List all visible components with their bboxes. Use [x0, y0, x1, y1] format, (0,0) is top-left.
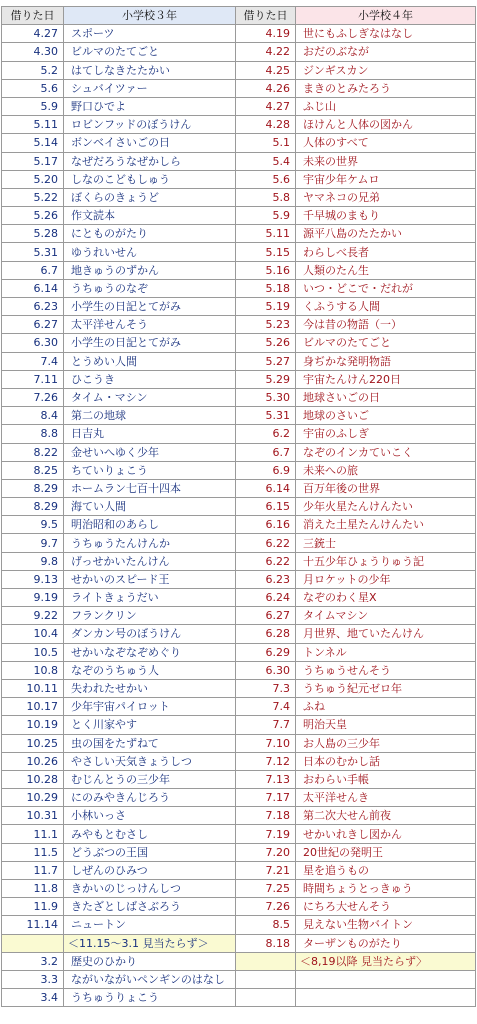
grade4-book-title: ビルマのたてごと — [296, 334, 476, 352]
table-row — [2, 807, 476, 825]
grade3-book-title: 野口ひでよ — [64, 97, 236, 115]
grade3-borrow-date: 6.23 — [2, 298, 64, 316]
grade4-borrow-date: 5.31 — [236, 407, 296, 425]
table-row — [2, 352, 476, 370]
grade4-borrow-date: 6.24 — [236, 589, 296, 607]
grade3-book-title: 虫の国をたずねて — [64, 734, 236, 752]
grade3-book-title: ゆうれいせん — [64, 243, 236, 261]
grade4-borrow-date: 5.6 — [236, 170, 296, 188]
grade4-borrow-date: 7.13 — [236, 770, 296, 788]
grade4-book-title: タイムマシン — [296, 607, 476, 625]
grade3-borrow-date: 10.11 — [2, 679, 64, 697]
grade4-borrow-date: 5.4 — [236, 152, 296, 170]
grade4-borrow-date: 4.28 — [236, 116, 296, 134]
grade3-book-title: 日吉丸 — [64, 425, 236, 443]
grade3-book-title: 明治昭和のあらし — [64, 516, 236, 534]
table-row — [2, 843, 476, 861]
table-row — [2, 498, 476, 516]
grade4-borrow-date: 7.21 — [236, 861, 296, 879]
grade4-borrow-date: 7.26 — [236, 898, 296, 916]
table-row — [2, 152, 476, 170]
grade4-book-title: 三銃士 — [296, 534, 476, 552]
grade3-borrow-date: 10.17 — [2, 698, 64, 716]
grade3-title-header: 小学校３年 — [64, 7, 236, 25]
table-row — [2, 952, 476, 970]
grade4-book-title — [296, 989, 476, 1007]
grade4-book-title: うちゅう紀元ゼロ年 — [296, 679, 476, 697]
grade3-borrow-date: 8.22 — [2, 443, 64, 461]
table-row — [2, 880, 476, 898]
table-row — [2, 388, 476, 406]
grade4-borrow-date: 5.11 — [236, 225, 296, 243]
grade4-book-title: 千早城のまもり — [296, 207, 476, 225]
grade4-book-title: 未来の世界 — [296, 152, 476, 170]
grade3-book-title: なぜだろうなぜかしら — [64, 152, 236, 170]
grade4-book-title: にちろ大せんそう — [296, 898, 476, 916]
grade3-book-title: きかいのじっけんしつ — [64, 880, 236, 898]
table-row — [2, 934, 476, 952]
table-row — [2, 679, 476, 697]
grade4-book-title: おわらい手帳 — [296, 770, 476, 788]
grade4-book-title: なぞのインカていこく — [296, 443, 476, 461]
grade4-borrow-date: 8.18 — [236, 934, 296, 952]
grade3-book-title: 小林いっさ — [64, 807, 236, 825]
grade4-book-title: 宇宙のふしぎ — [296, 425, 476, 443]
grade3-book-title: にとものがたり — [64, 225, 236, 243]
grade4-book-title: 未来への旅 — [296, 461, 476, 479]
grade3-book-title: げっせかいたんけん — [64, 552, 236, 570]
table-row — [2, 116, 476, 134]
table-row — [2, 716, 476, 734]
grade3-date-header: 借りた日 — [2, 7, 64, 25]
grade3-borrow-date — [2, 934, 64, 952]
grade4-book-title: 時間ちょうとっきゅう — [296, 880, 476, 898]
grade3-borrow-date: 3.2 — [2, 952, 64, 970]
grade3-book-title: ダンカン号のぼうけん — [64, 625, 236, 643]
grade3-book-title: ホームラン七百十四本 — [64, 479, 236, 497]
grade3-book-title: 失われたせかい — [64, 679, 236, 697]
table-row — [2, 752, 476, 770]
header-row — [2, 7, 476, 25]
grade4-borrow-date — [236, 970, 296, 988]
grade4-borrow-date: 7.7 — [236, 716, 296, 734]
grade4-borrow-date: 5.8 — [236, 188, 296, 206]
grade3-borrow-date: 10.25 — [2, 734, 64, 752]
table-row — [2, 861, 476, 879]
grade4-borrow-date: 7.17 — [236, 789, 296, 807]
grade3-borrow-date: 11.9 — [2, 898, 64, 916]
grade4-book-title: 宇宙たんけん220日 — [296, 370, 476, 388]
table-row — [2, 461, 476, 479]
grade3-borrow-date: 5.20 — [2, 170, 64, 188]
reading-log-body — [2, 25, 476, 1007]
grade4-borrow-date: 6.23 — [236, 570, 296, 588]
grade4-book-title: ヤマネコの兄弟 — [296, 188, 476, 206]
grade3-book-title: ひこうき — [64, 370, 236, 388]
grade4-book-title: 星を追うもの — [296, 861, 476, 879]
grade3-borrow-date: 5.11 — [2, 116, 64, 134]
table-row — [2, 916, 476, 934]
grade3-book-title: スポーツ — [64, 25, 236, 43]
grade3-borrow-date: 9.13 — [2, 570, 64, 588]
grade4-borrow-date: 7.18 — [236, 807, 296, 825]
table-row — [2, 188, 476, 206]
grade4-borrow-date: 7.25 — [236, 880, 296, 898]
table-row — [2, 825, 476, 843]
grade3-book-title: ライトきょうだい — [64, 589, 236, 607]
grade4-book-title: わらしべ長者 — [296, 243, 476, 261]
grade4-borrow-date: 4.19 — [236, 25, 296, 43]
table-row — [2, 734, 476, 752]
grade4-borrow-date: 5.19 — [236, 298, 296, 316]
grade3-book-title: とうめい人間 — [64, 352, 236, 370]
table-row — [2, 61, 476, 79]
grade3-borrow-date: 8.8 — [2, 425, 64, 443]
table-row — [2, 479, 476, 497]
grade4-borrow-date: 8.5 — [236, 916, 296, 934]
grade4-book-title: なぞのわく星X — [296, 589, 476, 607]
grade4-book-title: 地球さいごの日 — [296, 388, 476, 406]
grade4-book-title: 少年火星たんけんたい — [296, 498, 476, 516]
table-row — [2, 79, 476, 97]
grade3-book-title: しぜんのひみつ — [64, 861, 236, 879]
grade4-book-title: せかいれきし図かん — [296, 825, 476, 843]
grade4-book-title: お人島の三少年 — [296, 734, 476, 752]
grade3-borrow-date: 9.5 — [2, 516, 64, 534]
grade3-borrow-date: 5.17 — [2, 152, 64, 170]
grade4-borrow-date: 6.29 — [236, 643, 296, 661]
grade3-borrow-date: 5.9 — [2, 97, 64, 115]
grade3-borrow-date: 7.11 — [2, 370, 64, 388]
table-row — [2, 243, 476, 261]
grade3-book-title: むじんとうの三少年 — [64, 770, 236, 788]
table-row — [2, 970, 476, 988]
grade3-borrow-date: 10.28 — [2, 770, 64, 788]
grade3-borrow-date: 10.31 — [2, 807, 64, 825]
grade4-book-title: 明治天皇 — [296, 716, 476, 734]
table-row — [2, 552, 476, 570]
grade4-borrow-date: 5.18 — [236, 279, 296, 297]
grade4-book-title: ＜8,19以降 見当たらず〉 — [296, 952, 476, 970]
grade3-borrow-date: 11.8 — [2, 880, 64, 898]
grade4-book-title: 日本のむかし話 — [296, 752, 476, 770]
grade3-borrow-date: 5.22 — [2, 188, 64, 206]
table-row — [2, 316, 476, 334]
grade3-borrow-date: 10.29 — [2, 789, 64, 807]
table-row — [2, 134, 476, 152]
table-row — [2, 516, 476, 534]
grade4-book-title: ふじ山 — [296, 97, 476, 115]
table-row — [2, 698, 476, 716]
grade4-book-title: 消えた土星たんけんたい — [296, 516, 476, 534]
grade3-book-title: せかいなぞなぞめぐり — [64, 643, 236, 661]
grade3-book-title: きたざとしばさぶろう — [64, 898, 236, 916]
grade3-book-title: 海てい人間 — [64, 498, 236, 516]
grade3-borrow-date: 8.29 — [2, 479, 64, 497]
grade4-date-header: 借りた日 — [236, 7, 296, 25]
grade4-book-title: 人類のたん生 — [296, 261, 476, 279]
grade3-book-title: ロビンフッドのぼうけん — [64, 116, 236, 134]
grade4-borrow-date: 6.9 — [236, 461, 296, 479]
grade3-borrow-date: 5.6 — [2, 79, 64, 97]
grade4-borrow-date: 6.27 — [236, 607, 296, 625]
grade4-book-title: ジンギスカン — [296, 61, 476, 79]
grade4-borrow-date: 6.2 — [236, 425, 296, 443]
grade4-book-title: ふね — [296, 698, 476, 716]
grade4-borrow-date: 4.26 — [236, 79, 296, 97]
grade4-book-title: ほけんと人体の図かん — [296, 116, 476, 134]
grade4-borrow-date: 5.15 — [236, 243, 296, 261]
grade4-borrow-date: 6.30 — [236, 661, 296, 679]
grade4-borrow-date: 6.28 — [236, 625, 296, 643]
grade4-book-title: 世にもふしぎなはなし — [296, 25, 476, 43]
grade4-book-title: 見えない生物バイトン — [296, 916, 476, 934]
grade4-borrow-date: 7.10 — [236, 734, 296, 752]
table-row — [2, 25, 476, 43]
table-row — [2, 225, 476, 243]
grade4-book-title: 宇宙少年ケムロ — [296, 170, 476, 188]
grade3-book-title: はてしなきたたかい — [64, 61, 236, 79]
grade3-book-title: ＜11.15〜3.1 見当たらず＞ — [64, 934, 236, 952]
grade3-book-title: 地きゅうのずかん — [64, 261, 236, 279]
reading-log-table — [1, 6, 476, 1007]
grade3-borrow-date: 5.31 — [2, 243, 64, 261]
grade3-borrow-date: 5.28 — [2, 225, 64, 243]
book-log-sheet — [1, 6, 475, 1007]
grade3-book-title: 少年宇宙パイロット — [64, 698, 236, 716]
grade4-book-title: 地球のさいご — [296, 407, 476, 425]
grade4-borrow-date: 4.27 — [236, 97, 296, 115]
table-row — [2, 789, 476, 807]
grade3-borrow-date: 4.27 — [2, 25, 64, 43]
grade3-borrow-date: 3.3 — [2, 970, 64, 988]
table-row — [2, 898, 476, 916]
grade4-borrow-date: 7.20 — [236, 843, 296, 861]
grade4-book-title: おだのぶなが — [296, 43, 476, 61]
grade4-book-title: ターザンものがたり — [296, 934, 476, 952]
grade4-book-title: いつ・どこで・だれが — [296, 279, 476, 297]
grade3-book-title: うちゅうたんけんか — [64, 534, 236, 552]
table-row — [2, 334, 476, 352]
grade3-borrow-date: 6.7 — [2, 261, 64, 279]
table-row — [2, 989, 476, 1007]
table-row — [2, 534, 476, 552]
grade3-book-title: ながいながいペンギンのはなし — [64, 970, 236, 988]
grade4-book-title: 月ロケットの少年 — [296, 570, 476, 588]
grade3-book-title: ちていりょこう — [64, 461, 236, 479]
table-row — [2, 207, 476, 225]
table-row — [2, 298, 476, 316]
grade4-borrow-date: 6.7 — [236, 443, 296, 461]
table-row — [2, 570, 476, 588]
grade3-book-title: ボンベイさいごの日 — [64, 134, 236, 152]
grade3-book-title: せかいのスピード王 — [64, 570, 236, 588]
grade3-book-title: うちゅうのなぞ — [64, 279, 236, 297]
grade3-borrow-date: 5.2 — [2, 61, 64, 79]
grade4-borrow-date: 5.1 — [236, 134, 296, 152]
grade3-borrow-date: 5.26 — [2, 207, 64, 225]
grade4-borrow-date: 6.22 — [236, 534, 296, 552]
grade3-borrow-date: 9.8 — [2, 552, 64, 570]
grade4-book-title: 月世界、地ていたんけん — [296, 625, 476, 643]
grade3-book-title: にのみやきんじろう — [64, 789, 236, 807]
grade4-book-title: 身ぢかな発明物語 — [296, 352, 476, 370]
grade3-book-title: ニュートン — [64, 916, 236, 934]
grade3-book-title: ぼくらのきょうど — [64, 188, 236, 206]
table-row — [2, 661, 476, 679]
grade3-borrow-date: 8.29 — [2, 498, 64, 516]
grade4-borrow-date: 5.23 — [236, 316, 296, 334]
grade3-book-title: 小学生の日記とてがみ — [64, 298, 236, 316]
table-row — [2, 643, 476, 661]
grade3-borrow-date: 6.27 — [2, 316, 64, 334]
table-row — [2, 97, 476, 115]
grade4-book-title: 源平八島のたたかい — [296, 225, 476, 243]
grade3-borrow-date: 8.4 — [2, 407, 64, 425]
grade3-borrow-date: 11.14 — [2, 916, 64, 934]
grade4-borrow-date: 4.25 — [236, 61, 296, 79]
grade4-borrow-date: 4.22 — [236, 43, 296, 61]
grade3-book-title: どうぶつの王国 — [64, 843, 236, 861]
grade4-borrow-date: 6.16 — [236, 516, 296, 534]
grade3-book-title: やさしい天気きょうしつ — [64, 752, 236, 770]
grade4-book-title: 第二次大せん前夜 — [296, 807, 476, 825]
grade3-book-title: うちゅうりょこう — [64, 989, 236, 1007]
table-row — [2, 261, 476, 279]
grade3-book-title: 金せいへゆく少年 — [64, 443, 236, 461]
grade3-borrow-date: 3.4 — [2, 989, 64, 1007]
grade3-borrow-date: 11.5 — [2, 843, 64, 861]
grade4-borrow-date — [236, 952, 296, 970]
grade3-book-title: しなのこどもしゅう — [64, 170, 236, 188]
grade3-book-title: 小学生の日記とてがみ — [64, 334, 236, 352]
grade4-borrow-date: 5.16 — [236, 261, 296, 279]
grade4-book-title: 百万年後の世界 — [296, 479, 476, 497]
grade4-borrow-date: 6.14 — [236, 479, 296, 497]
grade3-borrow-date: 6.30 — [2, 334, 64, 352]
grade3-borrow-date: 9.22 — [2, 607, 64, 625]
grade3-book-title: 太平洋せんそう — [64, 316, 236, 334]
table-row — [2, 43, 476, 61]
grade3-borrow-date: 7.4 — [2, 352, 64, 370]
table-row — [2, 770, 476, 788]
grade4-borrow-date: 5.26 — [236, 334, 296, 352]
grade3-book-title: なぞのうちゅう人 — [64, 661, 236, 679]
grade4-borrow-date: 7.19 — [236, 825, 296, 843]
grade3-borrow-date: 9.19 — [2, 589, 64, 607]
grade4-book-title: 十五少年ひょうりゅう記 — [296, 552, 476, 570]
table-row — [2, 425, 476, 443]
grade3-book-title: タイム・マシン — [64, 388, 236, 406]
table-row — [2, 589, 476, 607]
grade4-book-title — [296, 970, 476, 988]
grade4-title-header: 小学校４年 — [296, 7, 476, 25]
grade3-borrow-date: 4.30 — [2, 43, 64, 61]
grade3-book-title: 第二の地球 — [64, 407, 236, 425]
grade4-borrow-date: 7.12 — [236, 752, 296, 770]
table-row — [2, 607, 476, 625]
grade4-borrow-date — [236, 989, 296, 1007]
grade3-book-title: 作文読本 — [64, 207, 236, 225]
grade4-borrow-date: 6.15 — [236, 498, 296, 516]
table-row — [2, 170, 476, 188]
grade4-book-title: まきのとみたろう — [296, 79, 476, 97]
grade3-book-title: シュバイツァー — [64, 79, 236, 97]
grade3-borrow-date: 10.5 — [2, 643, 64, 661]
grade4-book-title: 今は昔の物語（一） — [296, 316, 476, 334]
grade4-borrow-date: 5.9 — [236, 207, 296, 225]
grade4-book-title: うちゅうせんそう — [296, 661, 476, 679]
table-row — [2, 625, 476, 643]
grade4-book-title: トンネル — [296, 643, 476, 661]
table-row — [2, 407, 476, 425]
grade4-borrow-date: 5.30 — [236, 388, 296, 406]
grade4-book-title: 20世紀の発明王 — [296, 843, 476, 861]
grade3-borrow-date: 11.1 — [2, 825, 64, 843]
table-row — [2, 370, 476, 388]
table-row — [2, 443, 476, 461]
grade3-book-title: 歴史のひかり — [64, 952, 236, 970]
grade3-borrow-date: 10.8 — [2, 661, 64, 679]
grade3-borrow-date: 5.14 — [2, 134, 64, 152]
grade4-borrow-date: 6.22 — [236, 552, 296, 570]
grade3-borrow-date: 10.19 — [2, 716, 64, 734]
grade3-book-title: ビルマのたてごと — [64, 43, 236, 61]
grade3-borrow-date: 10.26 — [2, 752, 64, 770]
grade3-borrow-date: 10.4 — [2, 625, 64, 643]
grade4-borrow-date: 5.27 — [236, 352, 296, 370]
grade3-borrow-date: 8.25 — [2, 461, 64, 479]
grade4-borrow-date: 5.29 — [236, 370, 296, 388]
grade3-book-title: フランクリン — [64, 607, 236, 625]
grade3-borrow-date: 11.7 — [2, 861, 64, 879]
grade4-borrow-date: 7.3 — [236, 679, 296, 697]
grade3-borrow-date: 9.7 — [2, 534, 64, 552]
grade3-book-title: とく川家やす — [64, 716, 236, 734]
grade4-book-title: 太平洋せんき — [296, 789, 476, 807]
grade3-borrow-date: 6.14 — [2, 279, 64, 297]
grade4-book-title: くふうする人間 — [296, 298, 476, 316]
grade3-book-title: みやもとむさし — [64, 825, 236, 843]
table-row — [2, 279, 476, 297]
grade4-book-title: 人体のすべて — [296, 134, 476, 152]
grade3-borrow-date: 7.26 — [2, 388, 64, 406]
grade4-borrow-date: 7.4 — [236, 698, 296, 716]
